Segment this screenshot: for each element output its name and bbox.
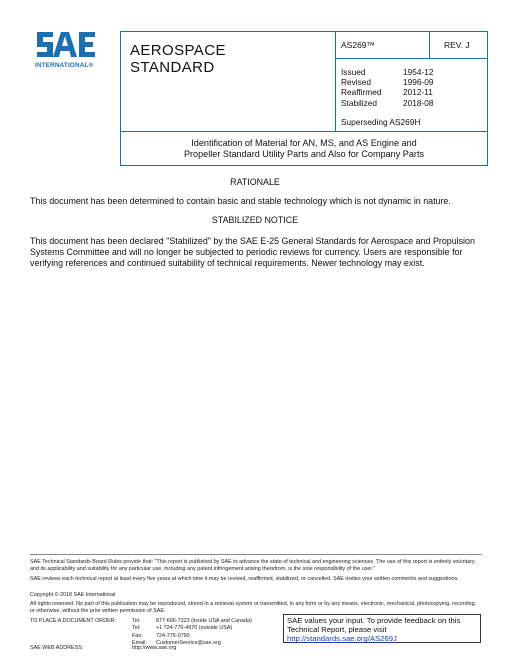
web-address-row <box>30 645 177 651</box>
contact-row: Fax: 724-776-0790 <box>132 632 190 639</box>
date-row: Stabilized 2018-08 <box>341 97 434 108</box>
feedback-link[interactable]: http://standards.sae.org/AS269J <box>287 634 397 643</box>
footer-rights-paragraph: All rights reserved. No part of this publication may be reproduced, stored in a retrieval system or transmitted, in any form or by any means, electronic, mechanical, photocopying, recording, or otherwise, without the prior written permission of SAE. <box>30 601 477 614</box>
rationale-heading: RATIONALE <box>230 177 280 187</box>
order-label: TO PLACE A DOCUMENT ORDER: <box>30 618 117 624</box>
doc-number: AS269™ <box>341 40 376 50</box>
date-row: Issued 1954-12 <box>341 67 434 77</box>
document-description-box <box>120 131 488 166</box>
supersedes-note: Superseding AS269H <box>341 117 421 127</box>
revision: REV. J <box>444 40 470 50</box>
web-address[interactable]: http://www.sae.org <box>132 645 177 651</box>
logo-tagline: INTERNATIONAL® <box>35 62 94 69</box>
standard-type-title: AEROSPACE STANDARD <box>130 42 226 76</box>
revision-box <box>429 31 488 59</box>
document-description: Identification of Material for AN, MS, and AS Engine and Propeller Standard Utility Parts and Also for Company Parts <box>183 138 425 159</box>
contact-row: Tel: +1 724-776-4970 (outside USA) <box>132 625 233 632</box>
rationale-text: This document has been determined to contain basic and stable technology which is not dynamic in nature. <box>30 196 451 206</box>
feedback-box <box>283 614 481 643</box>
date-row: Reaffirmed 2012-11 <box>341 87 433 98</box>
stabilized-notice-text: This document has been declared "Stabilized" by the SAE E-25 General Standards for Aerospace and Propulsion Systems Committee and will no longer be subjected to periodic reviews for currency. Users are responsible for verifying references and continued suitability of technical requirements. Newer technology may exist. <box>30 236 475 269</box>
feedback-text: SAE values your input. To provide feedback on this Technical Report, please visit <box>287 616 461 634</box>
footer-rules-paragraph: SAE Technical Standards Board Rules provide that: "This report is published by SAE to advance the state of technical and engineering sciences. The use of this report is entirely voluntary, and its applicability and suitability for any particular use, including any patent infringement arising therefrom, is the sole responsibility of the user." <box>30 559 476 572</box>
contact-row: Email: CustomerService@sae.org <box>132 639 221 646</box>
web-address-label: SAE WEB ADDRESS: <box>30 645 84 651</box>
document-header <box>120 31 488 165</box>
date-list <box>341 67 433 108</box>
date-row: Revised 1996-09 <box>341 77 434 88</box>
standard-type-box <box>120 31 336 132</box>
stabilized-notice-heading: STABILIZED NOTICE <box>211 215 299 225</box>
dates-box <box>335 58 488 132</box>
doc-number-box <box>335 31 430 59</box>
sae-logo-icon <box>35 30 97 62</box>
contact-row: Tel: 877-606-7323 (inside USA and Canada) <box>132 618 252 624</box>
footer-review-paragraph: SAE reviews each technical report at least every five years at which time it may be revised, reaffirmed, stabilized, or cancelled. SAE invites your written comments and suggestions. <box>30 576 459 582</box>
contact-list <box>132 618 252 647</box>
copyright: Copyright © 2018 SAE International <box>30 592 116 598</box>
footer-divider <box>30 554 482 555</box>
